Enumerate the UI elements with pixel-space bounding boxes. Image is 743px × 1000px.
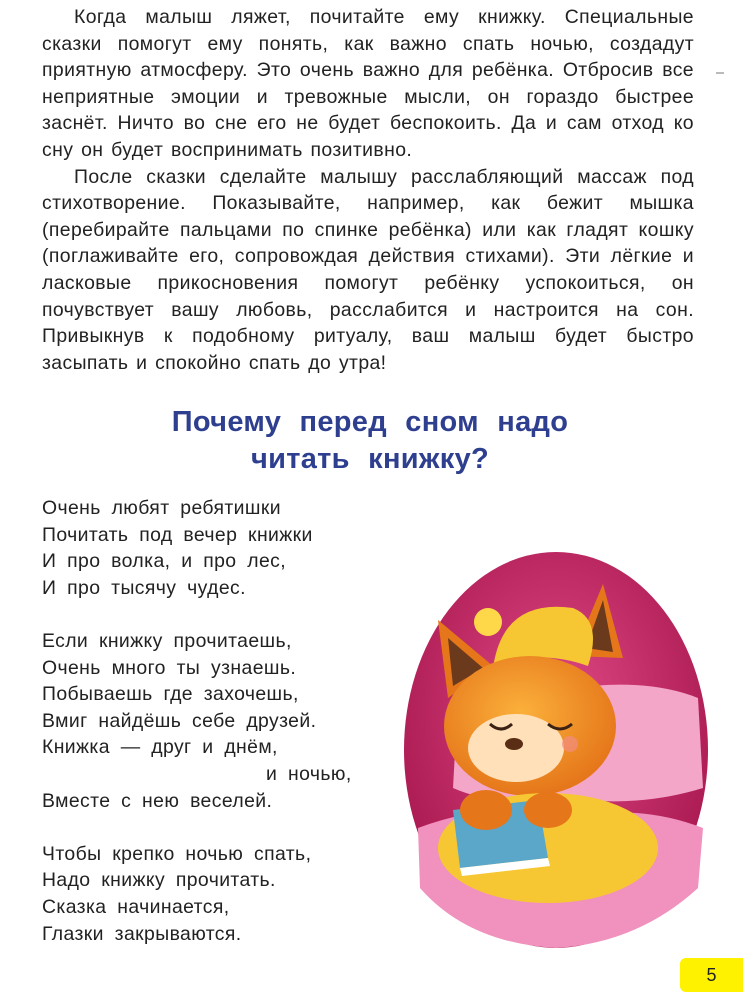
heading-line: читать книжку? [250,443,490,475]
poem-line: Очень любят ребятишки [42,497,281,519]
paragraph: Когда малыш ляжет, почитайте ему книжку. Специальные сказки помогут ему понять, как важно спать ночью, создадут приятную атмосферу. Это очень важно для ребёнка. Отбросив все неприятные эмоции и тревожные мысли, он гораздо быстрее заснёт. Ничто во сне его не будет беспокоить. Да и сам отход ко сну он будет воспринимать позитивно. [42,6,694,161]
poem-line: Глазки закрываются. [42,922,242,945]
poem-line: Если книжку прочитаешь, [42,629,292,652]
nightcap-pompom [474,608,502,636]
poem-line: И про тысячу чудес. [42,576,246,599]
stanza [42,495,382,601]
section-heading [60,404,680,478]
poem-line: и ночью, [266,762,352,785]
poem-line: Почитать под вечер книжки [42,523,313,546]
poem-line: Надо книжку прочитать. [42,869,276,892]
poem [42,495,382,947]
stanza [42,628,382,814]
poem-line: Сказка начинается, [42,895,230,918]
sleeping-fox-illustration [398,548,714,952]
poem-line: Очень много ты узнаешь. [42,656,297,679]
fox-paw-left [460,790,512,830]
paragraph: После сказки сделайте малышу расслабляющий массаж под стихотворение. Показывайте, например, как бежит мышка (перебирайте пальцами по спинке ребёнка) или как гладят кошку (поглаживайте его, сопровождая действия стихами). Эти лёгкие и ласковые прикосновения помогут ребёнку успокоиться, он почувствует вашу любовь, расслабится и настроится на сон. Привыкнув к подобному ритуалу, ваш малыш будет быстро засыпать и спокойно спать до утра! [42,165,694,374]
poem-line: Книжка — друг и днём, [42,736,278,759]
poem-line: Чтобы крепко ночью спать, [42,842,312,865]
page-number: 5 [680,958,743,992]
heading-line: Почему перед сном надо [171,406,569,438]
fox-nose [505,738,523,750]
article-text [42,4,694,376]
stanza [42,841,382,947]
poem-line: И про волка, и про лес, [42,550,287,573]
poem-line: Вместе с нею веселей. [42,789,273,812]
poem-line: Вмиг найдёшь себе друзей. [42,709,317,732]
margin-mark [716,72,724,74]
fox-paw-right [524,792,572,828]
blush [562,736,578,752]
poem-line: Побываешь где захочешь, [42,683,299,706]
